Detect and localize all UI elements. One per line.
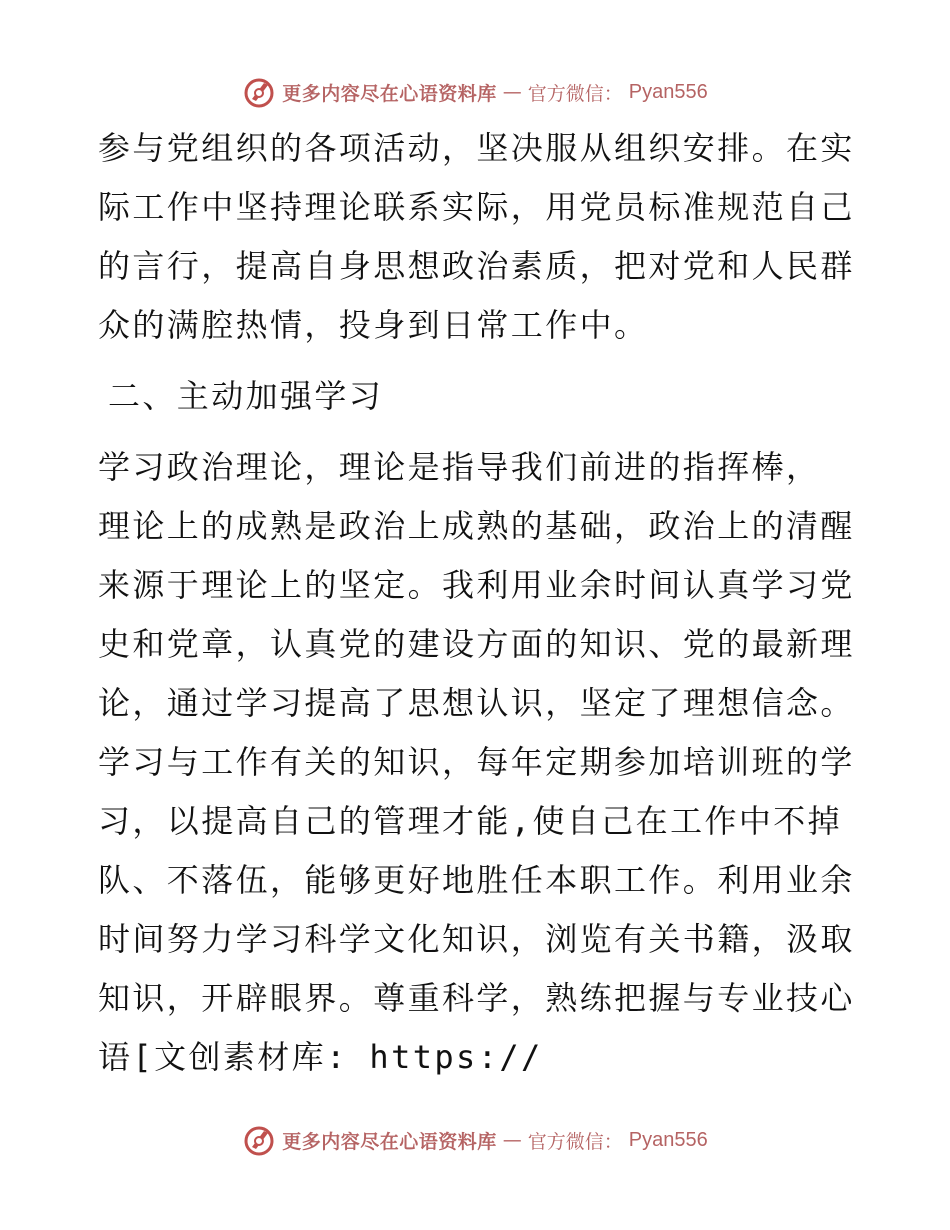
banner-wechat-id: Pyan556 bbox=[628, 80, 708, 103]
banner-main-text: 更多内容尽在心语资料库 bbox=[282, 82, 497, 105]
footer-banner bbox=[0, 1120, 950, 1160]
banner-dash: — bbox=[502, 1129, 522, 1151]
paragraph-line: 的言行，提高自身思想政治素质，把对党和人民群 bbox=[98, 247, 855, 285]
paragraph-line: 众的满腔热情，投身到日常工作中。 bbox=[98, 306, 649, 344]
paragraph-line: 理论上的成熟是政治上成熟的基础，政治上的清醒 bbox=[98, 507, 855, 545]
banner-wechat-id: Pyan556 bbox=[628, 1128, 708, 1151]
banner-wechat-label: 官方微信： bbox=[527, 1130, 623, 1153]
paragraph-line: 学习政治理论，理论是指导我们前进的指挥棒， bbox=[98, 448, 821, 486]
paragraph-line: 队、不落伍，能够更好地胜任本职工作。利用业余 bbox=[98, 861, 855, 899]
paragraph-line: 来源于理论上的坚定。我利用业余时间认真学习党 bbox=[98, 566, 855, 604]
banner-dash: — bbox=[502, 81, 522, 103]
paragraph-line: 参与党组织的各项活动，坚决服从组织安排。在实 bbox=[98, 129, 855, 167]
paragraph-line: 习，以提高自己的管理才能,使自己在工作中不掉 bbox=[98, 802, 843, 840]
paragraph-line: 语[文创素材库: https:// bbox=[98, 1038, 543, 1076]
banner-main-text: 更多内容尽在心语资料库 bbox=[282, 1130, 497, 1153]
paragraph-line: 学习与工作有关的知识，每年定期参加培训班的学 bbox=[98, 743, 855, 781]
paragraph-line: 史和党章，认真党的建设方面的知识、党的最新理 bbox=[98, 625, 855, 663]
paragraph-line: 际工作中坚持理论联系实际，用党员标准规范自己 bbox=[98, 188, 855, 226]
paragraph-line: 知识，开辟眼界。尊重科学，熟练把握与专业技心 bbox=[98, 979, 855, 1017]
brand-logo-icon bbox=[242, 75, 276, 109]
section-heading: 二、主动加强学习 bbox=[108, 377, 384, 415]
header-banner bbox=[0, 72, 950, 112]
banner-wechat-label: 官方微信： bbox=[527, 82, 623, 105]
paragraph-line: 论，通过学习提高了思想认识，坚定了理想信念。 bbox=[98, 684, 855, 722]
brand-logo-icon bbox=[242, 1123, 276, 1157]
paragraph-line: 时间努力学习科学文化知识，浏览有关书籍，汲取 bbox=[98, 920, 855, 958]
